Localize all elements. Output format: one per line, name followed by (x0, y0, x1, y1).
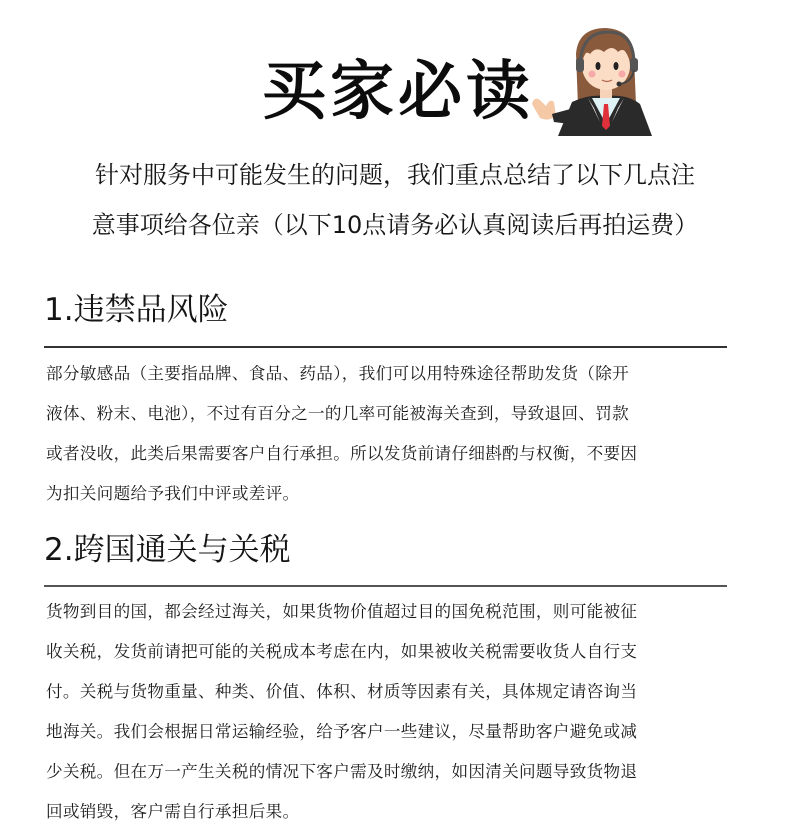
section-2-line: 货物到目的国，都会经过海关，如果货物价值超过目的国免税范围，则可能被征 (46, 602, 638, 621)
section-2-line: 收关税，发货前请把可能的关税成本考虑在内，如果被收关税需要收货人自行支 (46, 642, 638, 661)
section-1-line: 液体、粉末、电池），不过有百分之一的几率可能被海关查到，导致退回、罚款 (46, 404, 629, 423)
section-2-line: 地海关。我们会根据日常运输经验，给予客户一些建议，尽量帮助客户避免或减 (46, 722, 638, 741)
customer-service-agent-icon (528, 24, 660, 136)
section-2-body (46, 592, 736, 832)
intro-line-2: 意事项给各位亲（以下10点请务必认真阅读后再拍运费） (91, 211, 699, 239)
section-1-line: 为扣关问题给予我们中评或差评。 (46, 484, 300, 503)
section-2-line: 回或销毁，客户需自行承担后果。 (46, 802, 300, 821)
intro-line-1: 针对服务中可能发生的问题，我们重点总结了以下几点注 (95, 161, 695, 189)
section-1-title: 1.违禁品风险 (44, 292, 229, 328)
section-1-line: 部分敏感品（主要指品牌、食品、药品），我们可以用特殊途径帮助发货（除开 (46, 364, 629, 383)
section-2-divider (44, 585, 727, 587)
section-1-line: 或者没收，此类后果需要客户自行承担。所以发货前请仔细斟酌与权衡，不要因 (46, 444, 638, 463)
section-1-body (46, 354, 736, 514)
section-2-line: 付。关税与货物重量、种类、价值、体积、材质等因素有关，具体规定请咨询当 (46, 682, 638, 701)
page-title: 买家必读 (262, 55, 534, 129)
section-2-title: 2.跨国通关与关税 (44, 532, 291, 568)
section-1-divider (44, 346, 727, 348)
section-2-line: 少关税。但在万一产生关税的情况下客户需及时缴纳，如因清关问题导致货物退 (46, 762, 638, 781)
